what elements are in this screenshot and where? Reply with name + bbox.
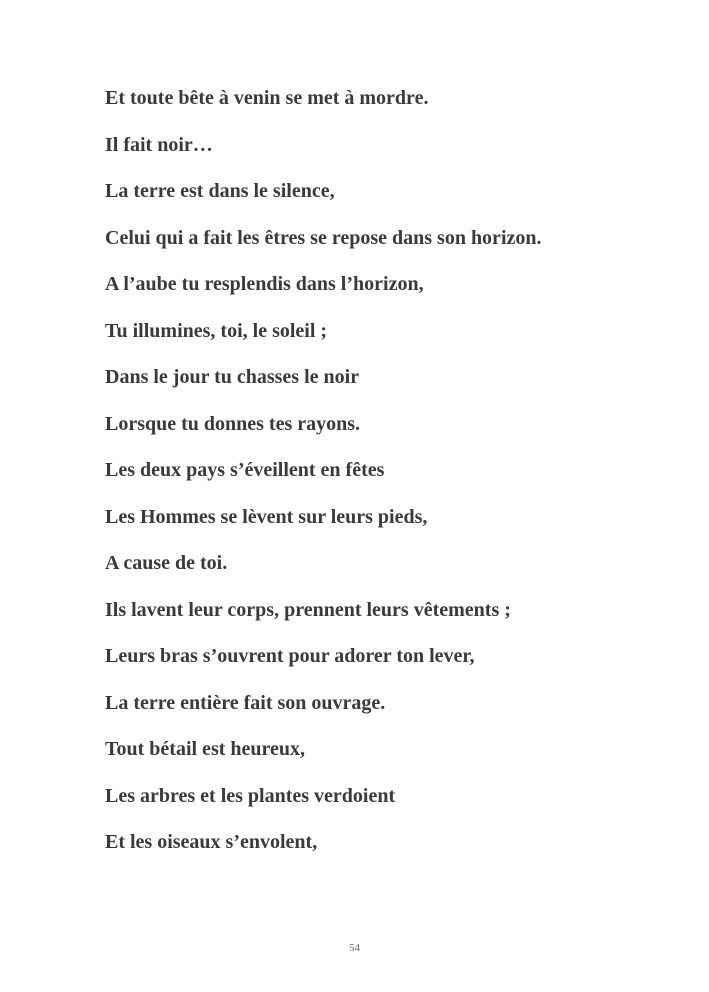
poem-line: Dans le jour tu chasses le noir — [105, 366, 360, 388]
poem-line: Les deux pays s’éveillent en fêtes — [105, 459, 385, 481]
poem-line: Tu illumines, toi, le soleil ; — [105, 319, 328, 342]
poem-line: A cause de toi. — [105, 552, 228, 574]
poem-line: Les Hommes se lèvent sur leurs pieds, — [105, 505, 428, 528]
poem-line: Et toute bête à venin se met à mordre. — [105, 87, 429, 109]
poem-line: Ils lavent leur corps, prennent leurs vêtements ; — [105, 598, 511, 621]
poem-line: La terre entière fait son ouvrage. — [105, 691, 386, 714]
poem-line: A l’aube tu resplendis dans l’horizon, — [105, 273, 424, 295]
poem-line: Et les oiseaux s’envolent, — [105, 831, 318, 853]
poem-text — [105, 84, 605, 875]
poem-line: Lorsque tu donnes tes rayons. — [105, 412, 361, 435]
poem-line: Leurs bras s’ouvrent pour adorer ton lever, — [105, 645, 475, 667]
poem-line: Les arbres et les plantes verdoient — [105, 784, 396, 807]
poem-line: La terre est dans le silence, — [105, 180, 335, 202]
poem-line: Celui qui a fait les êtres se repose dans son horizon. — [105, 226, 542, 249]
poem-line: Il fait noir… — [105, 133, 213, 156]
page-number: 54 — [349, 942, 360, 954]
poem-line: Tout bétail est heureux, — [105, 738, 306, 760]
